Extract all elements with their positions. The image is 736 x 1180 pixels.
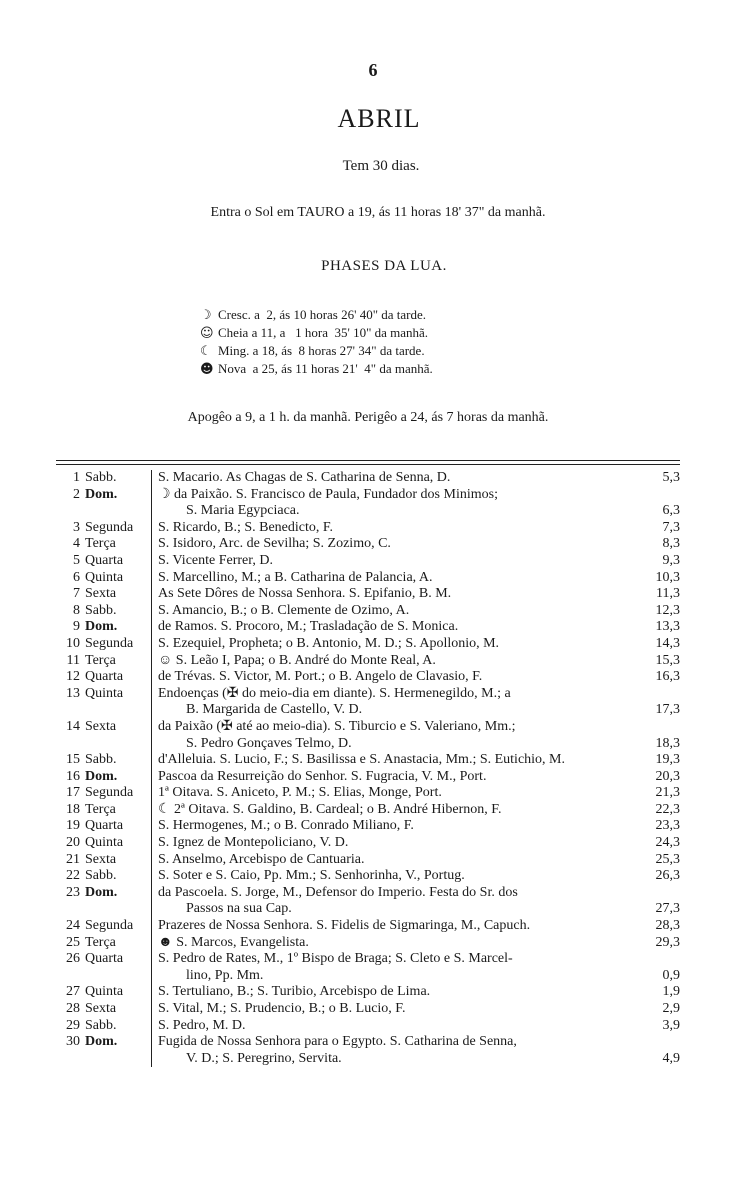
description-line: S. Soter e S. Caio, Pp. Mm.; S. Senhorinha, V., Portug. [158, 868, 465, 884]
saints-description [152, 636, 624, 653]
weekday-name: Dom. [85, 884, 118, 900]
day-number: 12 [66, 669, 80, 685]
calendar-row [56, 785, 680, 802]
last-quarter-moon-icon: ☾ [200, 344, 212, 359]
description-line: d'Alleluia. S. Lucio, F.; S. Basilissa e S. Anastacia, Mm.; S. Eutichio, M. [158, 752, 565, 768]
tide-value: 2,9 [662, 1001, 680, 1016]
weekday-name: Quarta [85, 552, 124, 568]
tide-value: 12,3 [655, 602, 680, 618]
description-line: 1ª Oitava. S. Aniceto, P. M.; S. Elias, Monge, Port. [158, 785, 442, 801]
tide-value: 16,3 [655, 669, 680, 685]
calendar-row [56, 1018, 680, 1035]
description-line: Fugida de Nossa Senhora para o Egypto. S. Catharina de Senna, [158, 1034, 517, 1050]
weekday-name: Segunda [85, 785, 134, 801]
weekday-name: Sexta [85, 851, 117, 867]
moon-phase-text: Nova a 25, ás 11 horas 21' 4" da manhã. [218, 361, 433, 376]
description-line: ☺ S. Leão I, Papa; o B. André do Monte Real, A. [158, 652, 436, 668]
tide-value: 11,3 [656, 586, 680, 602]
day-number: 11 [66, 652, 80, 668]
weekday-name: Quarta [85, 951, 124, 967]
calendar-row [56, 536, 680, 553]
saints-description [152, 487, 624, 520]
tide-value: 6,3 [662, 503, 680, 519]
saints-description [152, 1018, 624, 1035]
calendar-row [56, 470, 680, 487]
tide-value: 20,3 [655, 768, 680, 784]
description-line: S. Isidoro, Arc. de Sevilha; S. Zozimo, C. [158, 536, 391, 552]
tide-value: 19,3 [655, 752, 680, 768]
description-line: S. Anselmo, Arcebispo de Cantuaria. [158, 851, 365, 867]
day-number: 8 [73, 602, 80, 618]
tide-value: 9,3 [662, 552, 680, 568]
saints-description [152, 918, 624, 935]
saints-description [152, 984, 624, 1001]
saints-description [152, 785, 624, 802]
day-number: 19 [66, 818, 80, 834]
description-line: ☻ S. Marcos, Evangelista. [158, 934, 309, 950]
description-line: da Paixão (✠ até ao meio-dia). S. Tiburcio e S. Valeriano, Mm.; [158, 718, 516, 734]
saints-description [152, 536, 624, 553]
saints-description [152, 802, 624, 819]
top-rule [56, 460, 680, 461]
moon-phase-row [200, 306, 433, 324]
calendar-row [56, 719, 680, 752]
weekday-name: Sabb. [85, 470, 117, 485]
weekday-name: Segunda [85, 635, 134, 651]
saints-description [152, 835, 624, 852]
description-line: S. Vicente Ferrer, D. [158, 552, 273, 568]
calendar-row [56, 769, 680, 786]
description-line: ☽ da Paixão. S. Francisco de Paula, Fundador dos Minimos; [158, 486, 498, 502]
saints-description [152, 951, 624, 984]
description-line: S. Vital, M.; S. Prudencio, B.; o B. Lucio, F. [158, 1001, 406, 1016]
tide-value: 1,9 [662, 984, 680, 1000]
tide-value: 27,3 [655, 901, 680, 917]
day-number: 25 [66, 934, 80, 950]
tide-value: 18,3 [655, 735, 680, 751]
description-line: S. Amancio, B.; o B. Clemente de Ozimo, A. [158, 602, 410, 618]
description-line: S. Tertuliano, B.; S. Turibio, Arcebispo de Lima. [158, 984, 431, 1000]
day-number: 26 [66, 951, 80, 967]
weekday-name: Sexta [85, 586, 117, 602]
calendar-row [56, 553, 680, 570]
description-line: Pascoa da Resurreição do Senhor. S. Fugracia, V. M., Port. [158, 768, 487, 784]
day-number: 22 [66, 868, 80, 884]
tide-value: 24,3 [655, 835, 680, 851]
description-line: S. Pedro, M. D. [158, 1017, 246, 1033]
saints-description [152, 852, 624, 869]
description-line: S. Pedro de Rates, M., 1º Bispo de Braga; S. Cleto e S. Marcel- [158, 951, 513, 967]
description-line: S. Ignez de Montepoliciano, V. D. [158, 835, 349, 851]
calendar-row [56, 1001, 680, 1018]
tide-value: 7,3 [662, 519, 680, 535]
tide-value: 22,3 [655, 801, 680, 817]
saints-description [152, 868, 624, 885]
saints-description [152, 769, 624, 786]
saints-description [152, 470, 624, 487]
weekday-name: Segunda [85, 918, 134, 934]
calendar-row [56, 636, 680, 653]
day-number: 17 [66, 785, 80, 801]
calendar-row [56, 951, 680, 984]
sun-entry: Entra o Sol em TAURO a 19, ás 11 horas 18' 37" da manhã. [210, 205, 546, 220]
description-line: ☾ 2ª Oitava. S. Galdino, B. Cardeal; o B. André Hibernon, F. [158, 801, 502, 817]
calendar-row [56, 686, 680, 719]
description-line: V. D.; S. Peregrino, Servita. [186, 1050, 342, 1066]
day-number: 29 [66, 1017, 80, 1033]
day-number: 7 [73, 586, 80, 602]
tide-value: 14,3 [655, 635, 680, 651]
moon-phase-row [200, 342, 433, 360]
description-line: B. Margarida de Castello, V. D. [186, 702, 363, 718]
calendar-row [56, 885, 680, 918]
day-number: 6 [73, 569, 80, 585]
saints-description [152, 520, 624, 537]
tide-value: 3,9 [662, 1017, 680, 1033]
saints-description [152, 935, 624, 952]
day-number: 13 [66, 685, 80, 701]
weekday-name: Dom. [85, 486, 118, 502]
weekday-name: Sexta [85, 1001, 117, 1016]
tide-value: 23,3 [655, 818, 680, 834]
moon-phases [200, 306, 433, 378]
day-number: 28 [66, 1001, 80, 1016]
weekday-name: Sabb. [85, 1017, 117, 1033]
description-line: S. Macario. As Chagas de S. Catharina de Senna, D. [158, 470, 451, 485]
tide-value: 5,3 [662, 470, 680, 485]
new-moon-icon: ☻ [200, 362, 214, 377]
calendar-row [56, 520, 680, 537]
moon-phase-text: Ming. a 18, ás 8 horas 27' 34" da tarde. [218, 343, 425, 358]
saints-description [152, 1001, 624, 1018]
description-line: S. Marcellino, M.; a B. Catharina de Palancia, A. [158, 569, 433, 585]
saints-description [152, 603, 624, 620]
calendar-row [56, 835, 680, 852]
day-number: 21 [66, 851, 80, 867]
weekday-name: Quinta [85, 685, 124, 701]
day-number: 2 [73, 486, 80, 502]
calendar-row [56, 619, 680, 636]
day-number: 18 [66, 801, 80, 817]
day-number: 20 [66, 835, 80, 851]
description-line: Passos na sua Cap. [186, 901, 292, 917]
page-number: 6 [368, 60, 378, 80]
description-line: S. Hermogenes, M.; o B. Conrado Miliano, F. [158, 818, 414, 834]
calendar-row [56, 570, 680, 587]
saints-description [152, 818, 624, 835]
tide-value: 21,3 [655, 785, 680, 801]
calendar-row [56, 935, 680, 952]
calendar-row [56, 818, 680, 835]
saints-description [152, 885, 624, 918]
weekday-name: Dom. [85, 1034, 118, 1050]
day-number: 14 [66, 718, 80, 734]
weekday-name: Sabb. [85, 868, 117, 884]
first-quarter-moon-icon: ☽ [200, 308, 212, 323]
days-count: Tem 30 dias. [342, 158, 420, 174]
saints-description [152, 586, 624, 603]
calendar-row [56, 653, 680, 670]
calendar-row [56, 669, 680, 686]
calendar-row [56, 586, 680, 603]
moon-phase-row [200, 360, 433, 378]
calendar-row [56, 752, 680, 769]
saints-description [152, 686, 624, 719]
phases-title: PHASES DA LUA. [321, 258, 447, 274]
day-number: 30 [66, 1034, 80, 1050]
weekday-name: Quarta [85, 669, 124, 685]
calendar-row [56, 487, 680, 520]
description-line: S. Maria Egypciaca. [186, 503, 300, 519]
calendar-row [56, 1034, 680, 1067]
tide-value: 17,3 [655, 702, 680, 718]
description-line: de Ramos. S. Procoro, M.; Trasladação de S. Monica. [158, 619, 459, 635]
weekday-name: Segunda [85, 519, 134, 535]
weekday-name: Dom. [85, 768, 118, 784]
description-line: de Trévas. S. Victor, M. Port.; o B. Angelo de Clavasio, F. [158, 669, 483, 685]
weekday-name: Sabb. [85, 602, 117, 618]
calendar-row [56, 918, 680, 935]
tide-value: 10,3 [655, 569, 680, 585]
day-number: 23 [66, 884, 80, 900]
description-line: lino, Pp. Mm. [186, 967, 264, 983]
tide-value: 13,3 [655, 619, 680, 635]
moon-phase-text: Cheia a 11, a 1 hora 35' 10" da manhã. [218, 325, 429, 340]
description-line: As Sete Dôres de Nossa Senhora. S. Epifanio, B. M. [158, 586, 452, 602]
moon-phase-text: Cresc. a 2, ás 10 horas 26' 40" da tarde. [218, 307, 427, 322]
weekday-name: Sabb. [85, 752, 117, 768]
description-line: Prazeres de Nossa Senhora. S. Fidelis de Sigmaringa, M., Capuch. [158, 918, 531, 934]
tide-value: 29,3 [655, 934, 680, 950]
weekday-name: Terça [85, 536, 116, 552]
day-number: 9 [73, 619, 80, 635]
day-number: 10 [66, 635, 80, 651]
tide-value: 25,3 [655, 851, 680, 867]
calendar-row [56, 984, 680, 1001]
weekday-name: Quinta [85, 835, 124, 851]
description-line: Endoenças (✠ do meio-dia em diante). S. Hermenegildo, M.; a [158, 685, 511, 701]
weekday-name: Terça [85, 801, 116, 817]
calendar-row [56, 852, 680, 869]
tide-value: 28,3 [655, 918, 680, 934]
weekday-name: Terça [85, 934, 116, 950]
tide-value: 4,9 [662, 1050, 680, 1066]
top-rule-inner [56, 464, 680, 465]
saints-description [152, 669, 624, 686]
full-moon-icon: ☺ [200, 326, 214, 341]
calendar-row [56, 603, 680, 620]
weekday-name: Sexta [85, 718, 117, 734]
month-title: ABRIL [337, 104, 421, 133]
apsides-note: Apogêo a 9, a 1 h. da manhã. Perigêo a 24, ás 7 horas da manhã. [187, 410, 549, 425]
calendar-row [56, 802, 680, 819]
weekday-name: Terça [85, 652, 116, 668]
tide-value: 8,3 [662, 536, 680, 552]
description-line: S. Pedro Gonçaves Telmo, D. [186, 735, 352, 751]
day-number: 24 [66, 918, 80, 934]
tide-value: 15,3 [655, 652, 680, 668]
saints-description [152, 1034, 624, 1067]
description-line: S. Ezequiel, Propheta; o B. Antonio, M. D.; S. Apollonio, M. [158, 635, 500, 651]
day-number: 4 [73, 536, 80, 552]
saints-description [152, 619, 624, 636]
description-line: da Pascoela. S. Jorge, M., Defensor do Imperio. Festa do Sr. dos [158, 884, 518, 900]
weekday-name: Quarta [85, 818, 124, 834]
moon-phase-row [200, 324, 433, 342]
saints-description [152, 553, 624, 570]
calendar-table [56, 470, 680, 1067]
saints-description [152, 752, 624, 769]
saints-description [152, 570, 624, 587]
day-number: 15 [66, 752, 80, 768]
saints-description [152, 653, 624, 670]
day-number: 5 [73, 552, 80, 568]
weekday-name: Quinta [85, 984, 124, 1000]
day-number: 1 [73, 470, 80, 485]
tide-value: 26,3 [655, 868, 680, 884]
day-number: 3 [73, 519, 80, 535]
weekday-name: Dom. [85, 619, 118, 635]
day-number: 16 [66, 768, 80, 784]
calendar-row [56, 868, 680, 885]
tide-value: 0,9 [662, 967, 680, 983]
saints-description [152, 719, 624, 752]
description-line: S. Ricardo, B.; S. Benedicto, F. [158, 519, 334, 535]
day-number: 27 [66, 984, 80, 1000]
weekday-name: Quinta [85, 569, 124, 585]
